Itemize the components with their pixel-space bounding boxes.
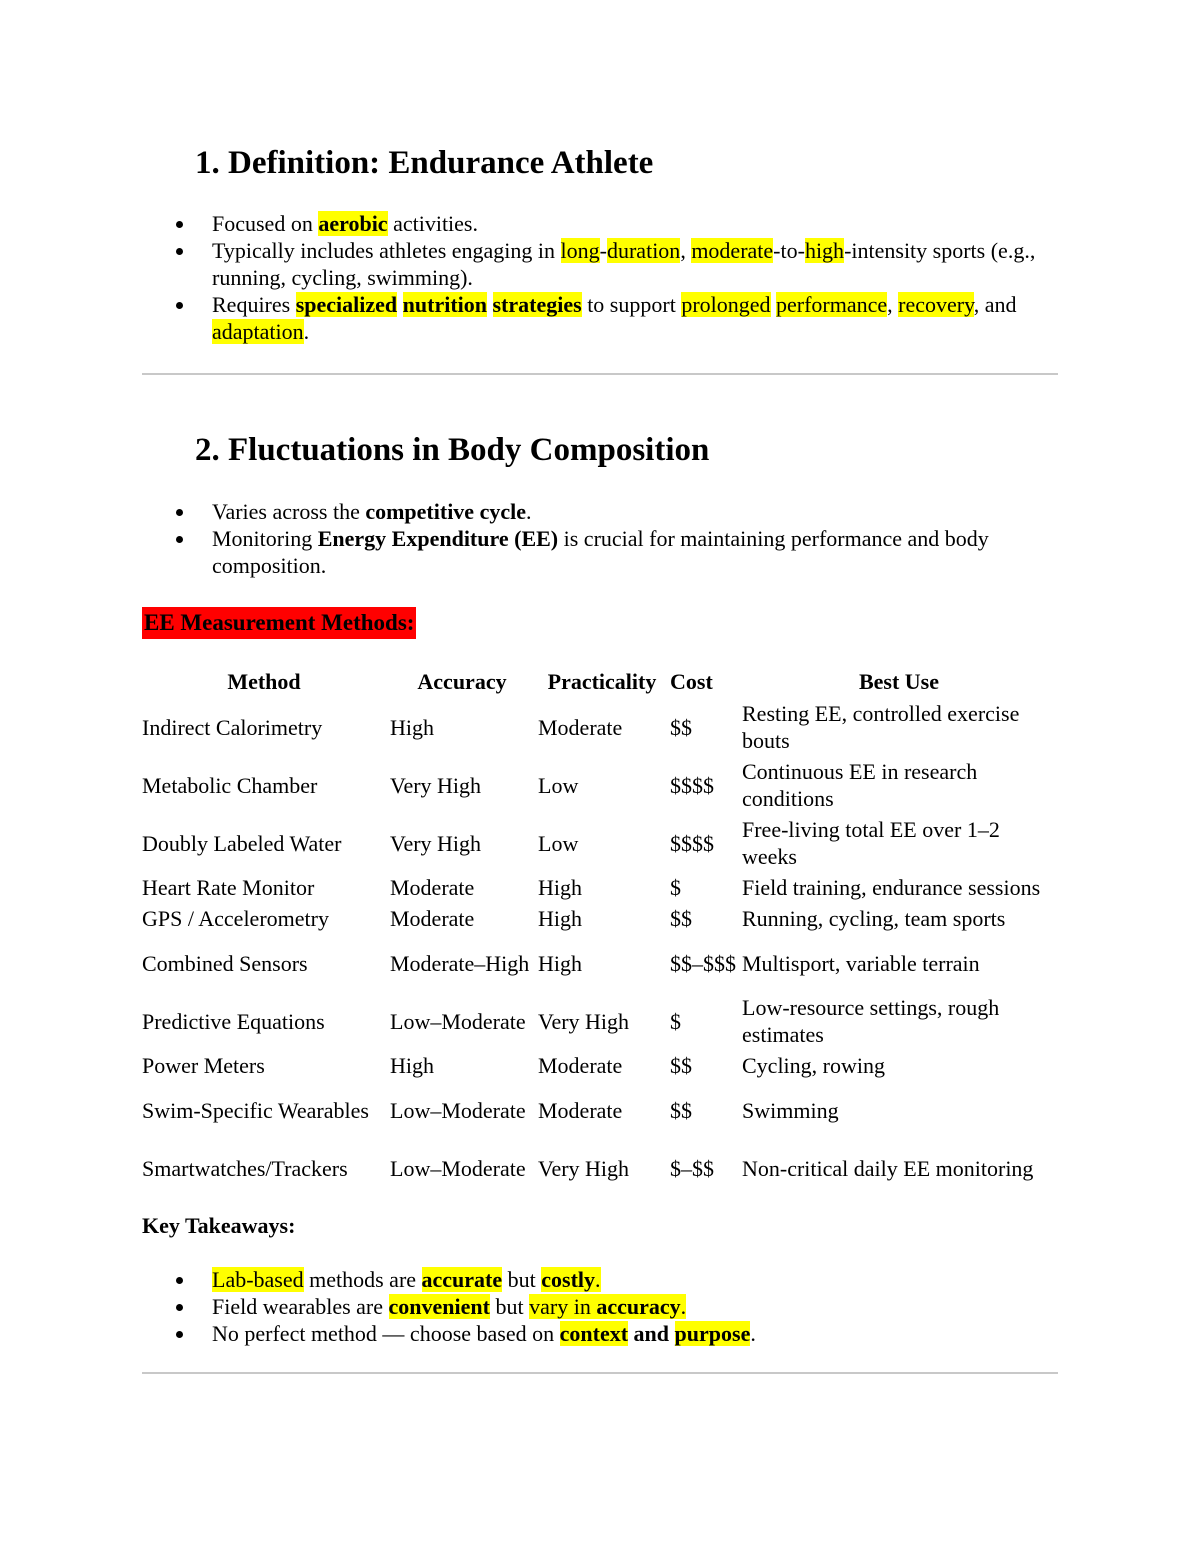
table-cell: Running, cycling, team sports — [742, 906, 1006, 931]
table-cell: $ — [670, 875, 681, 900]
table-cell: Moderate — [538, 1097, 623, 1123]
table-cell: Heart Rate Monitor — [142, 875, 315, 900]
table-cell: $–$$ — [670, 1155, 714, 1181]
list-item: Requires specialized nutrition strategies to support prolonged performance, recovery, and adaptation. — [172, 291, 1052, 345]
section-1-heading: 1. Definition: Endurance Athlete — [195, 145, 654, 181]
table-cell: $$ — [670, 1053, 692, 1078]
list-item: No perfect method — choose based on context and purpose. — [172, 1320, 1052, 1347]
table-cell: Moderate — [538, 1053, 623, 1078]
table-row — [140, 872, 1058, 903]
table-cell: $$ — [670, 906, 692, 931]
table-row — [140, 1139, 1058, 1197]
table-cell: Power Meters — [142, 1053, 265, 1078]
table-cell: High — [538, 950, 582, 976]
table-cell: Multisport, variable terrain — [742, 950, 980, 976]
list-item: Focused on aerobic activities. — [172, 210, 1052, 237]
table-cell: Low — [538, 830, 579, 856]
table-cell: Moderate — [390, 906, 475, 931]
list-item: Lab-based methods are accurate but costly. — [172, 1266, 1052, 1293]
table-cell: Low-resource settings, rough estimates — [742, 995, 1000, 1047]
table-cell: Combined Sensors — [142, 950, 308, 976]
table-cell: High — [390, 1053, 434, 1078]
table-cell: Very High — [390, 772, 482, 798]
table-cell: Continuous EE in research conditions — [742, 759, 978, 811]
table-cell: Doubly Labeled Water — [142, 830, 342, 856]
column-header: Accuracy — [417, 668, 507, 694]
table-cell: Low — [538, 772, 579, 798]
table-cell: Very High — [390, 830, 482, 856]
table-header-row — [140, 664, 1058, 698]
section-divider — [142, 373, 1058, 375]
ee-methods-label: EE Measurement Methods: — [142, 607, 416, 639]
ee-methods-table — [140, 664, 1058, 1197]
column-header: Best Use — [858, 668, 940, 694]
table-cell: $$$$ — [670, 772, 714, 798]
list-item: Typically includes athletes engaging in long-duration, moderate-to-high-intensity sports (e.g., running, cycling, swimming). — [172, 237, 1052, 291]
table-cell: Predictive Equations — [142, 1008, 325, 1034]
table-cell: Indirect Calorimetry — [142, 714, 323, 740]
column-header: Cost — [670, 668, 713, 694]
section-1-bullets — [172, 210, 1052, 345]
table-row — [140, 698, 1058, 756]
table-row — [140, 1081, 1058, 1139]
column-header: Practicality — [547, 668, 657, 694]
table-row — [140, 992, 1058, 1050]
section-2-bullets — [172, 498, 1052, 579]
table-row — [140, 903, 1058, 934]
table-row — [140, 1050, 1058, 1081]
table-cell: High — [538, 906, 582, 931]
table-cell: Very High — [538, 1155, 630, 1181]
table-cell: Field training, endurance sessions — [742, 875, 1041, 900]
table-cell: Moderate — [390, 875, 475, 900]
table-cell: Smartwatches/Trackers — [142, 1155, 348, 1181]
table-cell: High — [538, 875, 582, 900]
table-row — [140, 934, 1058, 992]
section-divider — [142, 1372, 1058, 1374]
key-takeaways-bullets — [172, 1266, 1052, 1347]
section-2-heading: 2. Fluctuations in Body Composition — [195, 432, 710, 468]
table-cell: High — [390, 714, 434, 740]
table-cell: Low–Moderate — [390, 1008, 526, 1034]
table-cell: Very High — [538, 1008, 630, 1034]
table-row — [140, 814, 1058, 872]
table-cell: Resting EE, controlled exercise bouts — [742, 701, 1020, 753]
table-cell: GPS / Accelerometry — [142, 906, 329, 931]
table-cell: $$ — [670, 1097, 692, 1123]
table-cell: Swimming — [742, 1097, 839, 1123]
table-cell: Free-living total EE over 1–2 weeks — [742, 817, 1000, 869]
table-row — [140, 756, 1058, 814]
table-cell: $$ — [670, 714, 692, 740]
key-takeaways-label: Key Takeaways: — [142, 1213, 296, 1238]
column-header: Method — [227, 668, 301, 694]
list-item: Varies across the competitive cycle. — [172, 498, 1052, 525]
table-cell: $ — [670, 1008, 681, 1034]
list-item: Monitoring Energy Expenditure (EE) is crucial for maintaining performance and body composition. — [172, 525, 1052, 579]
table-cell: Low–Moderate — [390, 1097, 526, 1123]
table-cell: Moderate — [538, 714, 623, 740]
table-cell: Metabolic Chamber — [142, 772, 318, 798]
table-cell: Swim-Specific Wearables — [142, 1097, 369, 1123]
list-item: Field wearables are convenient but vary in accuracy. — [172, 1293, 1052, 1320]
table-cell: Cycling, rowing — [742, 1053, 885, 1078]
table-cell: Moderate–High — [390, 950, 530, 976]
table-cell: $$–$$$ — [670, 950, 736, 976]
table-cell: Low–Moderate — [390, 1155, 526, 1181]
table-cell: $$$$ — [670, 830, 714, 856]
table-cell: Non-critical daily EE monitoring — [742, 1155, 1034, 1181]
